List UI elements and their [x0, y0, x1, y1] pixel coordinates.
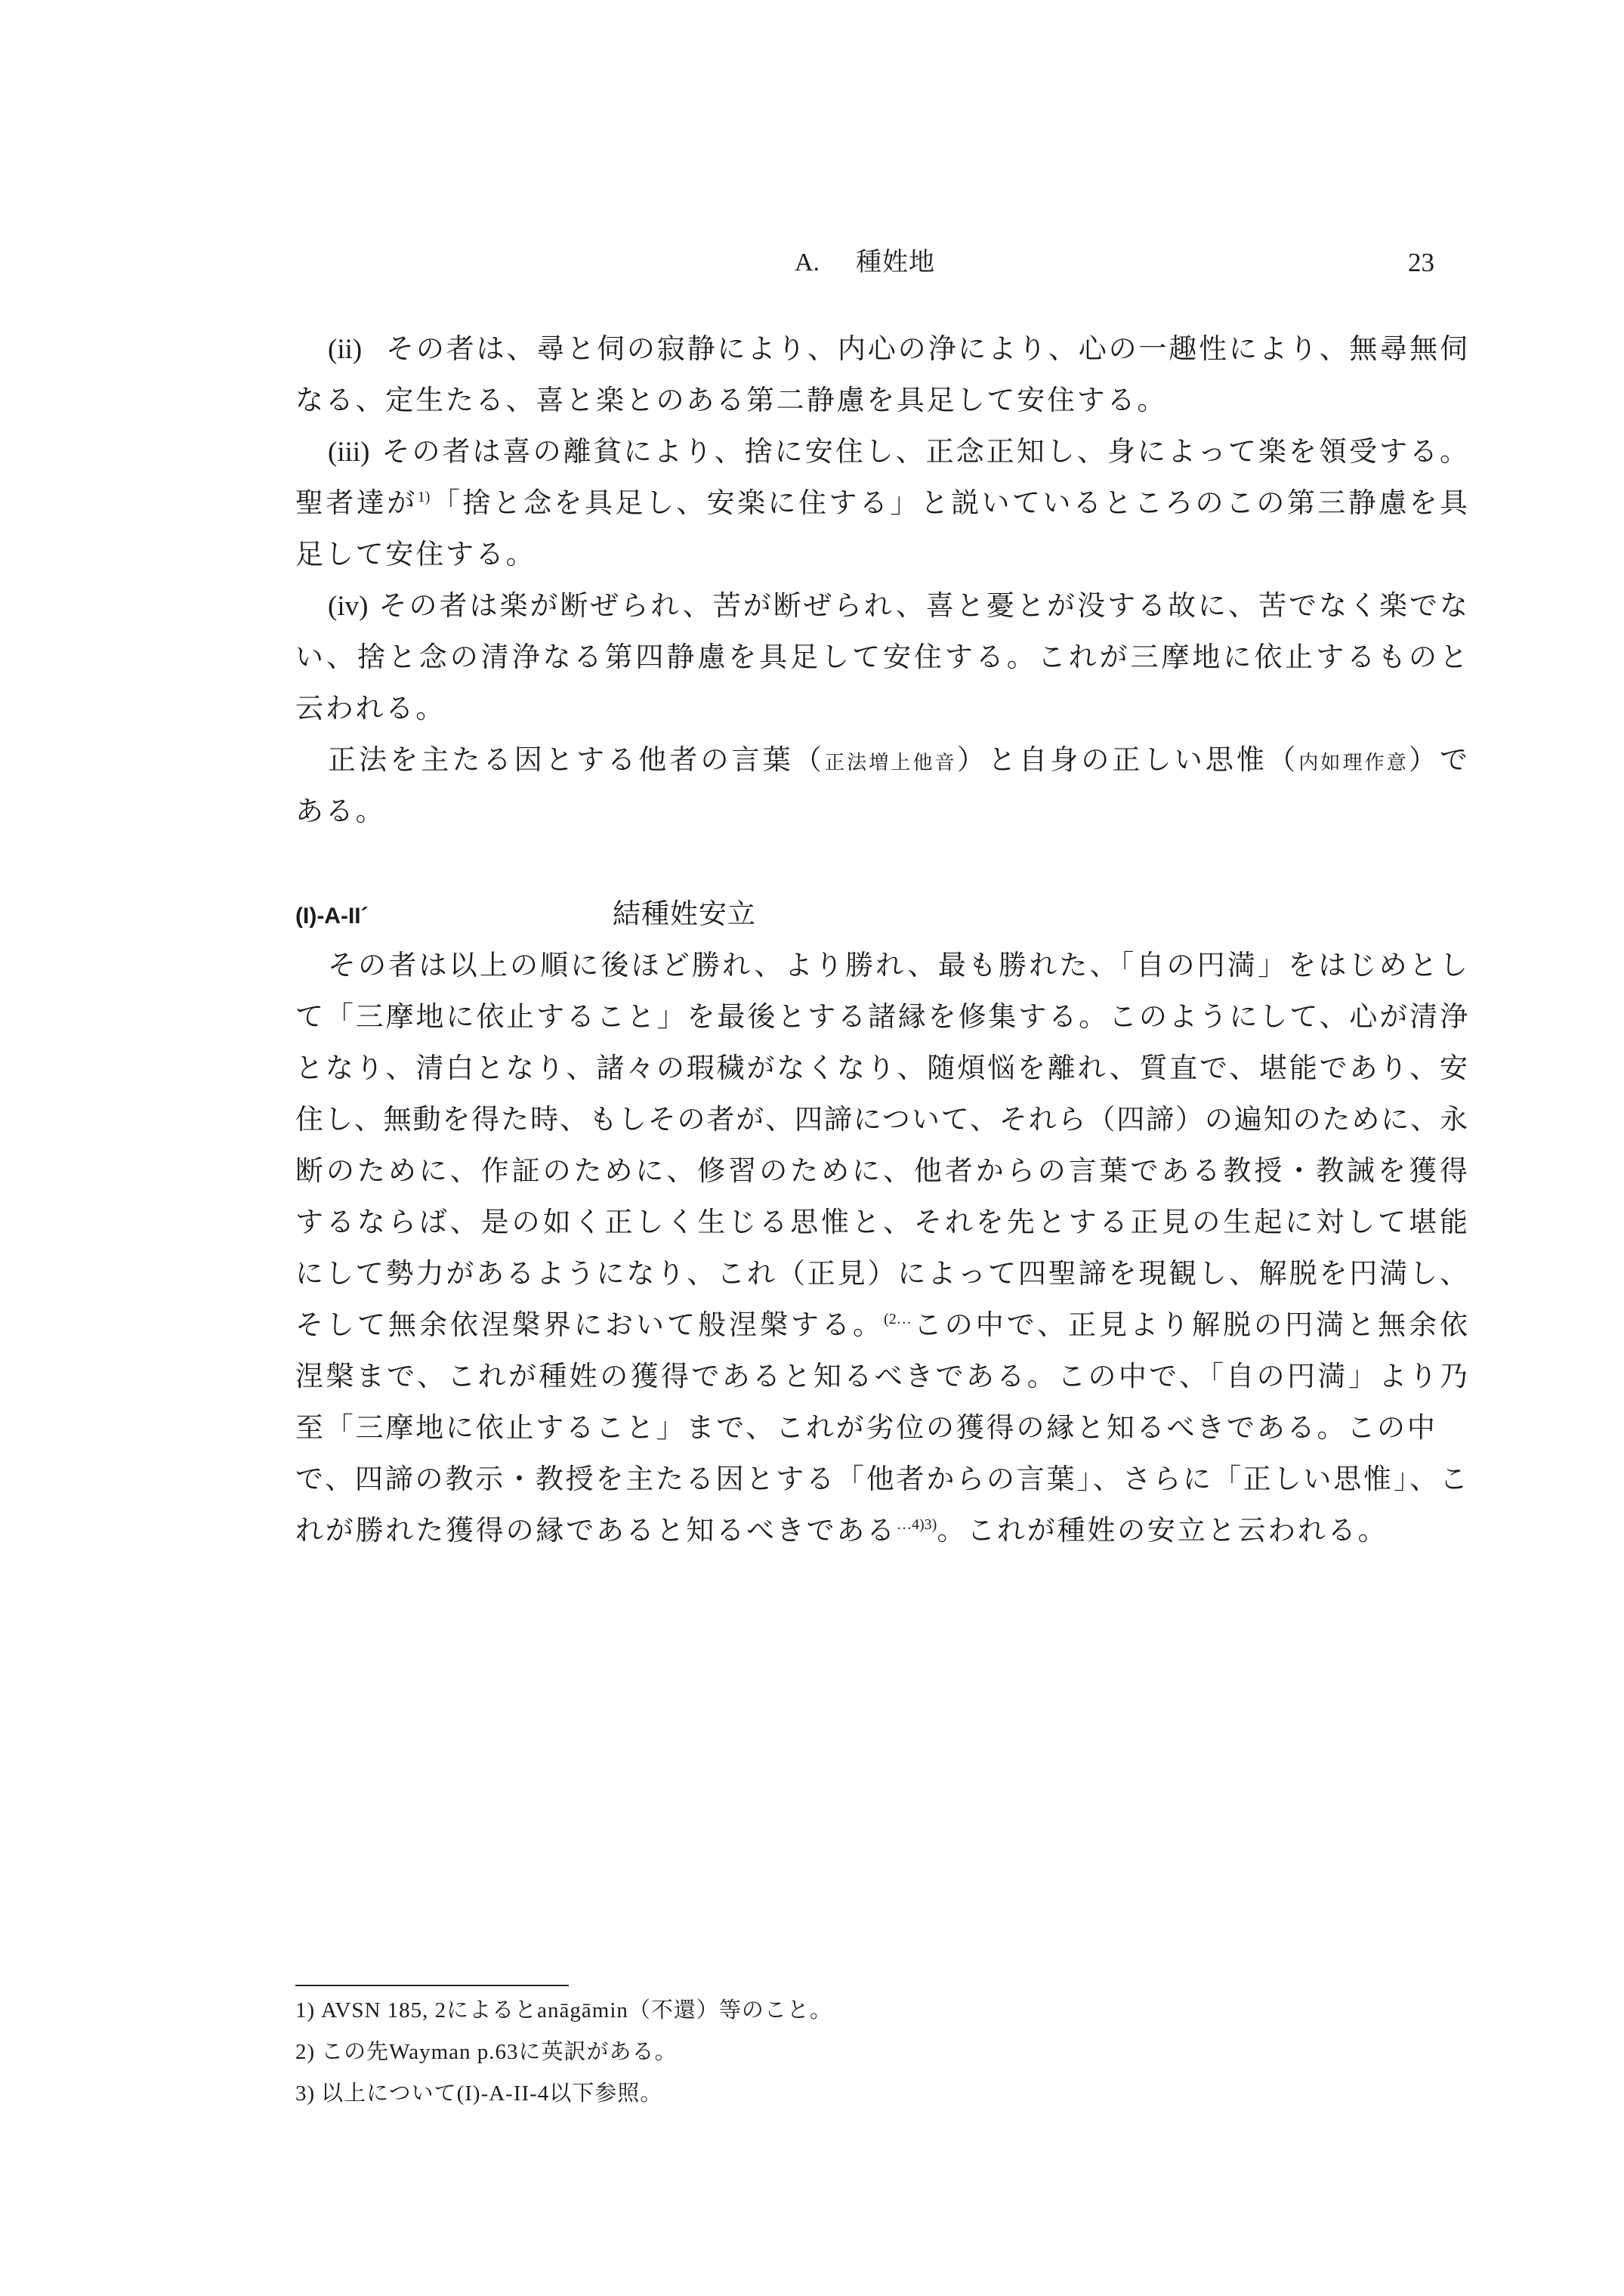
section-text: にして勢力があるようになり、これ（正見）によって四聖諦を現観し、解脱を円満し、	[295, 1259, 1468, 1290]
second-dhyana-text: その者は、尋と伺の寂静により、内心の浄により、心の一趣性により、無尋無伺	[384, 334, 1468, 365]
text-line	[295, 324, 1468, 375]
section-text: で、四諦の教示・教授を主たる因とする「他者からの言葉」、さらに「正しい思惟」、こ	[295, 1464, 1468, 1495]
footnote-mark: 2)	[295, 2040, 316, 2064]
text-line	[295, 427, 1468, 478]
running-header-title: 種姓地	[856, 249, 935, 277]
footnote-mark: 1)	[295, 1998, 316, 2023]
footnote	[295, 2032, 1468, 2073]
text-line	[295, 530, 1468, 581]
fourth-dhyana-text: その者は楽が断ぜられ、苦が断ぜられ、喜と憂とが没する故に、苦でなく楽でな	[377, 591, 1468, 622]
running-header-section-label: A.	[795, 249, 820, 277]
section-text: 。これが種姓の安立と云われる。	[937, 1516, 1388, 1547]
section-heading	[295, 889, 1468, 941]
footnote-reference: (2…	[884, 1311, 912, 1327]
third-dhyana-label: (iii)	[328, 437, 370, 468]
sanskrit-gloss: 正法増上他音	[825, 752, 957, 774]
causes-text: ある。	[295, 796, 386, 827]
section-text: 至「三摩地に依止すること」まで、これが劣位の獲得の縁と知るべきである。この中	[295, 1413, 1437, 1444]
text-line	[295, 1352, 1468, 1403]
page-number: 23	[1408, 248, 1434, 277]
text-line	[295, 992, 1468, 1043]
causes-text: ）と自身の正しい思惟（	[956, 745, 1299, 776]
paragraph-gap	[295, 838, 1468, 889]
footnote-divider	[295, 1985, 569, 1986]
main-text	[295, 324, 1468, 1557]
footnote-text: AVSN 185, 2によるとanāgāmin（不還）等のこと。	[321, 1998, 832, 2023]
text-line	[295, 684, 1468, 735]
third-dhyana-text: 聖者達が	[295, 488, 418, 519]
text-line	[295, 786, 1468, 838]
section-text: て「三摩地に依止すること」を最後とする諸縁を修集する。このようにして、心が清浄	[295, 1002, 1468, 1033]
section-text: この中で、正見より解脱の円満と無余依	[911, 1310, 1468, 1341]
text-line	[295, 375, 1468, 427]
text-line	[295, 1146, 1468, 1197]
section-text: 住し、無動を得た時、もしその者が、四諦について、それら（四諦）の遍知のために、永	[295, 1105, 1468, 1136]
section-text: 涅槃まで、これが種姓の獲得であると知るべきである。この中で、「自の円満」より乃	[295, 1361, 1468, 1392]
second-dhyana-label: (ii)	[328, 334, 363, 365]
second-dhyana-text: なる、定生たる、喜と楽とのある第二静慮を具足して安住する。	[295, 385, 1168, 416]
footnote	[295, 2073, 1468, 2115]
footnote-text: 以上について(I)-A-II-4以下参照。	[321, 2081, 663, 2106]
text-line	[295, 1300, 1468, 1352]
footnote-mark: 3)	[295, 2081, 316, 2106]
text-line	[295, 1403, 1468, 1454]
section-title: 結種姓安立	[613, 899, 756, 930]
sanskrit-gloss: 内如理作意	[1298, 752, 1409, 774]
causes-text: ）で	[1408, 745, 1468, 776]
fourth-dhyana-label: (iv)	[328, 591, 369, 622]
section-text: れが勝れた獲得の縁であると知るべきである	[295, 1516, 897, 1547]
footnote-text: この先Wayman p.63に英訳がある。	[321, 2040, 678, 2064]
section-text: その者は以上の順に後ほど勝れ、より勝れ、最も勝れた、「自の円満」をはじめとし	[328, 950, 1468, 981]
section-number: (I)-A-II´	[295, 904, 369, 929]
text-line	[295, 735, 1468, 786]
text-line	[295, 941, 1468, 992]
fourth-dhyana-text: 云われる。	[295, 694, 446, 725]
running-header	[0, 244, 1624, 282]
footnote-reference: …4)3)	[897, 1516, 937, 1533]
text-line	[295, 632, 1468, 684]
text-line	[295, 1197, 1468, 1249]
footnote	[295, 1990, 1468, 2032]
section-text: するならば、是の如く正しく生じる思惟と、それを先とする正見の生起に対して堪能	[295, 1207, 1468, 1238]
third-dhyana-text: 足して安住する。	[295, 539, 536, 570]
text-line	[295, 478, 1468, 530]
footnotes	[295, 1990, 1468, 2115]
footnote-reference: 1)	[417, 489, 431, 505]
section-text: となり、清白となり、諸々の瑕穢がなくなり、随煩悩を離れ、質直で、堪能であり、安	[295, 1053, 1468, 1084]
text-line	[295, 1095, 1468, 1146]
text-line	[295, 1249, 1468, 1300]
fourth-dhyana-text: い、捨と念の清浄なる第四静慮を具足して安住する。これが三摩地に依止するものと	[295, 642, 1468, 673]
text-line	[295, 1043, 1468, 1095]
third-dhyana-text: 「捨と念を具足し、安楽に住する」と説いているところのこの第三静慮を具	[430, 488, 1468, 519]
text-line	[295, 581, 1468, 632]
causes-text: 正法を主たる因とする他者の言葉（	[328, 745, 826, 776]
text-line	[295, 1454, 1468, 1506]
text-line	[295, 1506, 1468, 1557]
section-text: 断のために、作証のために、修習のために、他者からの言葉である教授・教誡を獲得	[295, 1156, 1468, 1187]
section-text: そして無余依涅槃界において般涅槃する。	[295, 1310, 885, 1341]
third-dhyana-text: その者は喜の離貧により、捨に安住し、正念正知し、身によって楽を領受する。	[380, 437, 1468, 468]
